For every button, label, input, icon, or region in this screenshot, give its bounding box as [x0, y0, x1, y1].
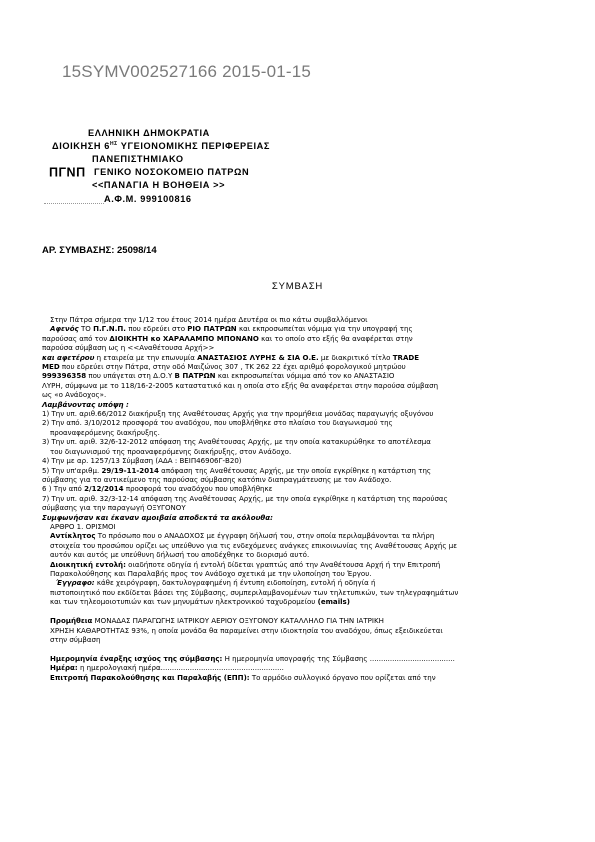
- header-republic: ΕΛΛΗΝΙΚΗ ΔΗΜΟΚΡΑΤΙΑ: [88, 128, 210, 138]
- contract-body: [42, 315, 562, 682]
- text-line: παρούσα σύμβαση ως η <<Αναθέτουσα Αρχή>>: [42, 343, 215, 353]
- text-line: 7) Την υπ. αριθ. 32/3-12-14 απόφαση της Αναθέτουσας Αρχής, με την οποία εγκρίθηκε η κατάρτιση της παρούσας: [42, 493, 448, 503]
- header-divider: [44, 203, 104, 204]
- text-line: αυτόν και αυτός με υπεύθυνη δήλωσή του αποδέχθηκε το διορισμό αυτό.: [50, 550, 310, 560]
- text-line: 3) Την υπ. αριθ. 32/6-12-2012 απόφαση της Αναθέτουσας Αρχής, με την οποία κατακυρώθηκε το αποτέλεσμα: [42, 437, 431, 447]
- header-hospital: ΓΕΝΙΚΟ ΝΟΣΟΚΟΜΕΙΟ ΠΑΤΡΩΝ: [94, 167, 250, 177]
- text-line: πιστοποιητικό που εκδίδεται βάσει της Σύμβασης, συμπεριλαμβανομένων των τηλετυπικών, των τηλεγραφημάτων: [50, 587, 459, 597]
- text-line: MED που εδρεύει στην Πάτρα, στην οδό Μαιζώνος 307 , ΤΚ 262 22 έχει αριθμό φορολογικού μητρώου: [42, 362, 406, 372]
- hospital-logo: [48, 164, 93, 178]
- text-line: Παρακολούθησης και Παραλαβής προς τον Ανάδοχο σχετικά με την υλοποίηση του Έργου.: [50, 568, 372, 578]
- text-line: Αφενός ΤΟ Π.Γ.Ν.Π. που εδρεύει στο ΡΙΟ ΠΑΤΡΩΝ και εκπροσωπείται νόμιμα για την υπογραφή της: [50, 324, 413, 334]
- text-line: σύμβασης για την παραγωγή ΟΞΥΓΟΝΟΥ: [42, 503, 186, 513]
- header-hospital-name: <<ΠΑΝΑΓΙΑ Η ΒΟΗΘΕΙΑ >>: [92, 180, 226, 190]
- text-line: 6 ) Την από 2/12/2014 προσφορά του αναδόχου που υποβλήθηκε: [42, 484, 273, 494]
- text-line: Αντίκλητος Το πρόσωπο που ο ΑΝΑΔΟΧΟΣ με έγγραφη δήλωσή του, στην οποία περιλαμβάνονται τα πλήρη: [50, 531, 435, 541]
- text-line: στην σύμβαση: [50, 634, 101, 644]
- text-line: ΛΥΡΗ, σύμφωνα με το 118/16-2-2005 καταστατικό και η οποία στο εξής θα αναφέρεται στην παρούσα σύμβαση: [42, 380, 439, 390]
- text-line: 4) Την με αρ. 1257/13 Σύμβαση (ΑΔΑ : ΒΕΙΠ46906Γ-Β20): [42, 456, 242, 466]
- contract-number: ΑΡ. ΣΥΜΒΑΣΗΣ: 25098/14: [42, 245, 157, 256]
- text-line: Διοικητική εντολή: οιαδήποτε οδηγία ή εντολή δίδεται γραπτώς από την Αναθέτουσα Αρχή ή την Επιτροπή: [50, 559, 441, 569]
- header-university: ΠΑΝΕΠΙΣΤΗΜΙΑΚΟ: [92, 154, 184, 164]
- section-heading: Συμφωνήσαν και έκαναν αμοιβαία αποδεκτά τα ακόλουθα:: [42, 512, 273, 522]
- text-line: Ημερομηνία έναρξης ισχύος της σύμβασης: Η ημερομηνία υπογραφής της Σύμβασης ......................................: [50, 653, 455, 663]
- logo-text: ΠΓΝΠ: [49, 165, 86, 179]
- section-heading: Λαμβάνοντας υπόψη :: [42, 399, 129, 409]
- text-line: 999396358 που υπάγεται στη Δ.Ο.Υ Β ΠΑΤΡΩΝ και εκπροσωπείται νόμιμα από τον κο ΑΝΑΣΤΑΣΙΟ: [42, 371, 395, 381]
- text-line: 1) Την υπ. αριθ.66/2012 διακήρυξη της Αναθέτουσας Αρχής για την προμήθεια μονάδας παραγωγής οξυγόνου: [42, 409, 434, 419]
- document-title: ΣΥΜΒΑΣΗ: [271, 281, 324, 292]
- text-line: ΧΡΗΣΗ ΚΑΘΑΡΟΤΗΤΑΣ 93%, η οποία μονάδα θα παραμείνει στην ιδιοκτησία του αναδόχου, όπως εξειδικεύεται: [50, 625, 443, 635]
- document-stamp: 15SYMV002527166 2015-01-15: [62, 62, 312, 81]
- text-line: 5) Την υπ'αριθμ. 29/19-11-2014 απόφαση της Αναθέτουσας Αρχής, με την οποία εγκρίθηκε η κατάρτιση της: [42, 465, 432, 475]
- text-line: Στην Πάτρα σήμερα την 1/12 του έτους 2014 ημέρα Δευτέρα οι πιο κάτω συμβαλλόμενοι: [50, 315, 368, 324]
- text-line: του διαγωνισμού της προαναφερόμενης διακήρυξης, στον Ανάδοχο.: [50, 446, 292, 456]
- text-line: 2) Την από. 3/10/2012 προσφορά του αναδόχου, που υποβλήθηκε στο πλαίσιο του διαγωνισμού της: [42, 418, 393, 428]
- text-line: προαναφερόμενης διακήρυξης.: [50, 427, 160, 437]
- text-line: και αφετέρου η εταιρεία με την επωνυμία ΑΝΑΣΤΑΣΙΟΣ ΛΥΡΗΣ & ΣΙΑ Ο.Ε. με διακριτικό τίτλο TRADE: [42, 352, 420, 362]
- text-line: ως «ο Ανάδοχος».: [42, 390, 107, 400]
- header-health-region: ΔΙΟΙΚΗΣΗ $6^{H\Sigma}$ ΥΓΕΙΟΝΟΜΙΚΗΣ ΠΕΡΙΦΕΡΕΙΑΣ: [52, 141, 271, 151]
- text-line: παρούσας από τον ΔΙΟΙΚΗΤΗ κο ΧΑΡΑΛΑΜΠΟ ΜΠΟΝΑΝΟ και το οποίο στο εξής θα αναφέρεται στην: [42, 333, 413, 343]
- article-heading: ΑΡΘΡΟ 1. ΟΡΙΣΜΟΙ: [50, 521, 116, 531]
- text-line: Επιτροπή Παρακολούθησης και Παραλαβής (ΕΠΠ): Το αρμόδιο συλλογικό όργανο που ορίζεται από την: [50, 672, 436, 682]
- text-line: Έγγραφο: κάθε χειρόγραφη, δακτυλογραφημένη ή έντυπη ειδοποίηση, εντολή ή οδηγία ή: [56, 578, 376, 588]
- text-line: στοιχεία του προσώπου ορίζει ως υπεύθυνο για τις ενδεχόμενες ανάγκες επικοινωνίας της Αναθέτουσας Αρχής με: [50, 540, 458, 550]
- text-line: Ημέρα: η ημερολογιακή ημέρα.......................................................: [50, 663, 284, 673]
- text-line: και των τηλεομοιοτυπιών και των μηνυμάτων ηλεκτρονικού ταχυδρομείου (emails): [50, 597, 350, 607]
- text-line: σύμβασης για το αντικείμενο της παρούσας σύμβασης κατόπιν διαπραγμάτευσης με τον Ανάδοχο.: [42, 474, 392, 484]
- text-line: Προμήθεια ΜΟΝΑΔΑΣ ΠΑΡΑΓΩΓΗΣ ΙΑΤΡΙΚΟΥ ΑΕΡΙΟΥ ΟΞΥΓΟΝΟΥ ΚΑΤΑΛΛΗΛΟ ΓΙΑ ΤΗΝ ΙΑΤΡΙΚΗ: [50, 616, 384, 626]
- header-tax-id: Α.Φ.Μ. 999100816: [104, 194, 192, 204]
